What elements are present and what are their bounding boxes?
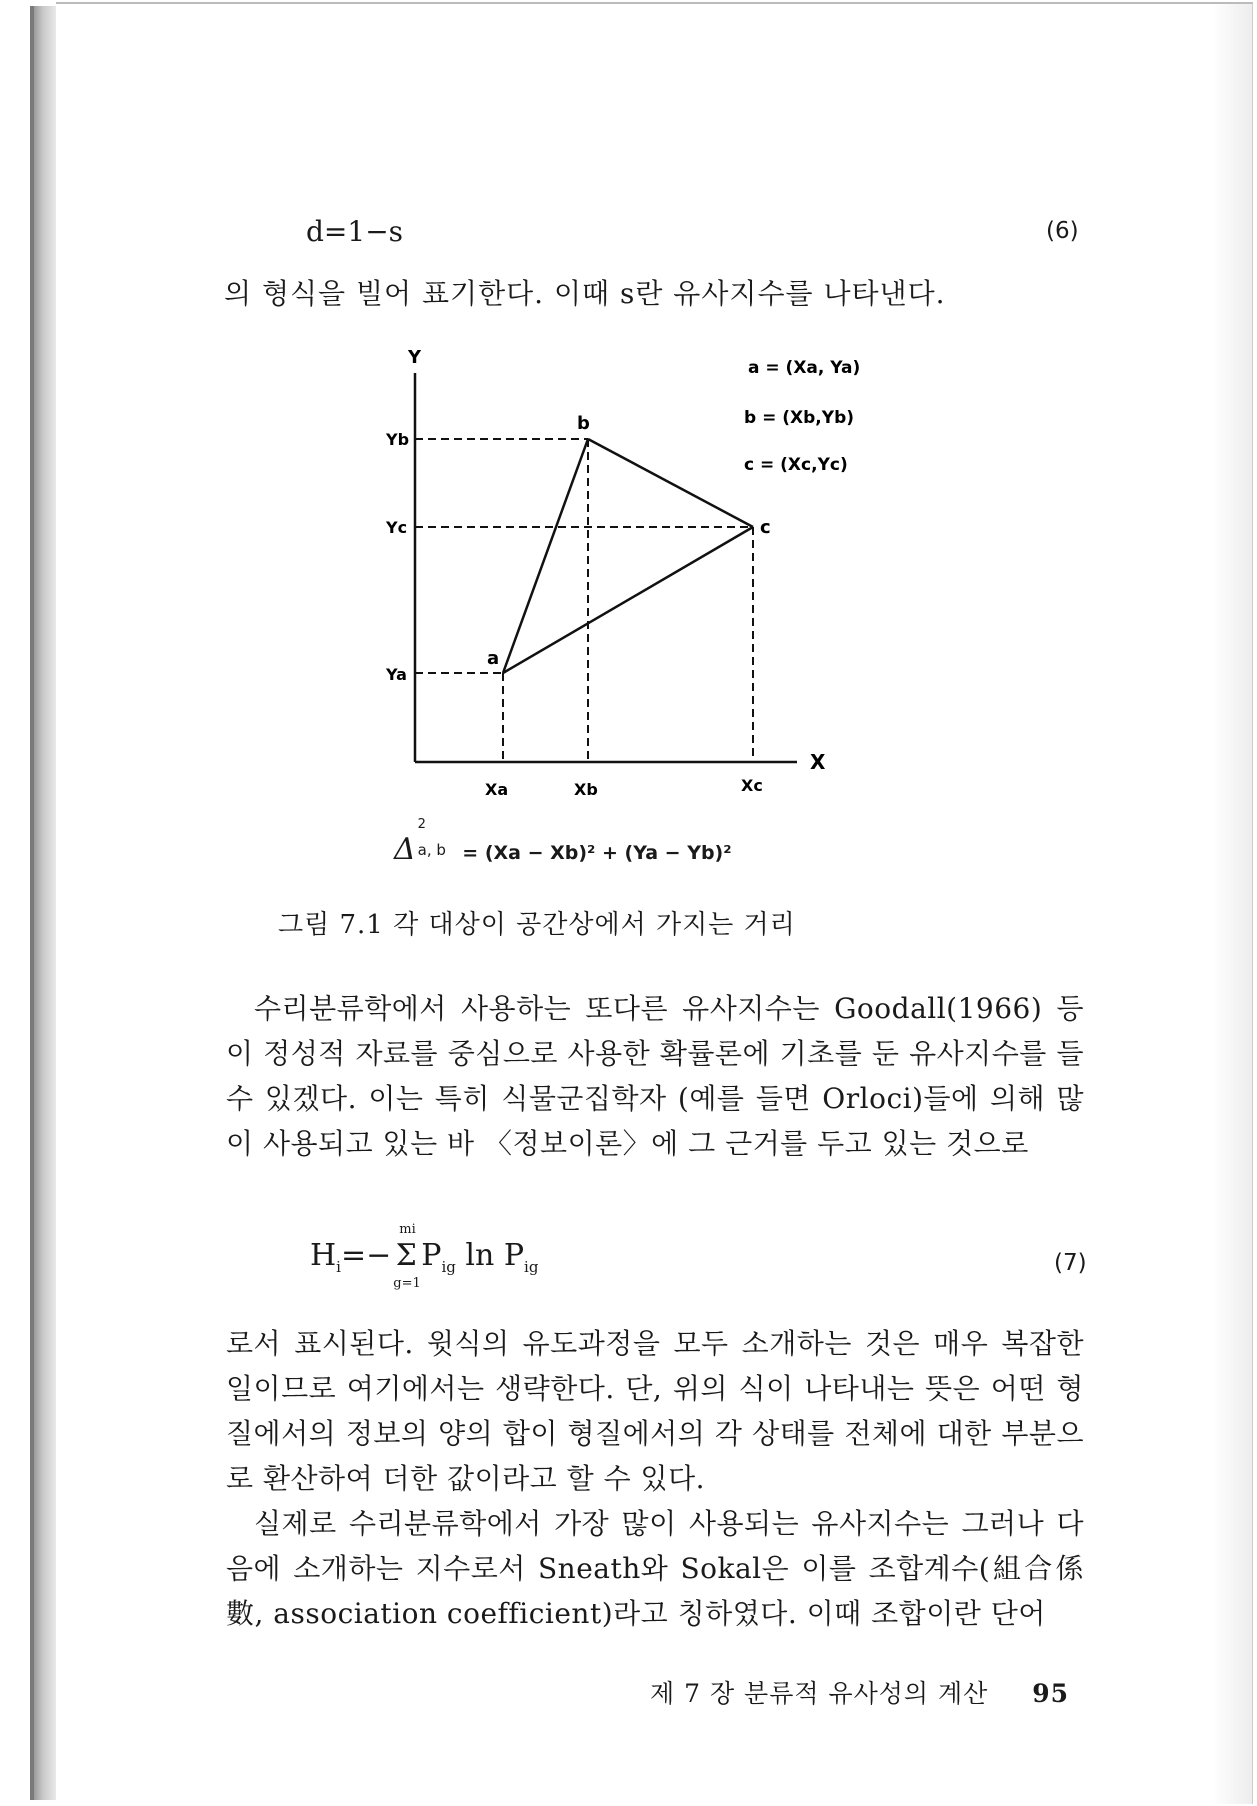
triangle-abc [503,439,753,673]
paragraph-2: 로서 표시된다. 윗식의 유도과정을 모두 소개하는 것은 매우 복잡한 일이므로 여기에서는 생략한다. 단, 위의 식이 나타내는 뜻은 어떤 형질에서의 정보의 양의 합이 형질에서의 각 상태를 전체에 대한 부분으로 환산하여 더한 값이라고 할 수 있다. [226,1327,1084,1495]
footer-chapter: 제 7 장 분류적 유사성의 계산 [650,1679,989,1708]
distance-formula [394,817,732,867]
paragraph-1: 수리분류학에서 사용하는 또다른 유사지수는 Goodall(1966) 등이 정성적 자료를 중심으로 사용한 확률론에 기초를 둔 유사지수를 들 수 있겠다. 이는 특히 식물군집학자 (예를 들면 Orloci)들에 의해 많이 사용되고 있는 바 〈정보이론〉에 그 근거를 두고 있는 것으로 [226,992,1084,1160]
equation-7-number: (7) [1054,1250,1087,1276]
dashed-guides [415,439,753,762]
legend-a: a = (Xa, Ya) [748,358,861,378]
equation-6-number: (6) [1046,218,1079,244]
point-a-label: a [487,648,500,669]
point-c-label: c [760,517,771,538]
distance-formula-rhs: = (Xa − Xb)² + (Ya − Yb)² [455,842,732,864]
eq7-lhs-sub: i [336,1258,341,1276]
eq7-equals-minus: =− [340,1238,392,1273]
eq7-lhs: H [310,1238,337,1273]
eq7-sigma: Σ [395,1238,417,1273]
book-spine [34,6,56,1800]
x-tick-xa: Xa [485,780,509,799]
eq7-term2-sub: ig [524,1258,539,1276]
delta-sub: a, b [417,841,446,859]
eq7-ln: ln [455,1238,504,1273]
equation-6: d=1−s [306,215,404,248]
delta-symbol: Δ [394,832,416,867]
eq7-term1: P [421,1238,442,1273]
eq7-term1-sub: ig [441,1258,456,1276]
eq7-sigma-bottom: g=1 [393,1276,421,1291]
distance-figure [370,335,861,805]
text-line-after-equation-6: 의 형식을 빌어 표기한다. 이때 s란 유사지수를 나타낸다. [224,277,946,310]
figure-caption: 그림 7.1 각 대상이 공간상에서 가지는 거리 [278,910,796,940]
y-axis-label: Y [408,347,422,368]
eq7-sigma-top: mi [399,1222,416,1237]
legend-c: c = (Xc,Yc) [744,455,848,475]
paragraph-2-3-block [226,1321,1084,1636]
x-axis-label: X [810,750,826,774]
paragraph-3: 실제로 수리분류학에서 가장 많이 사용되는 유사지수는 그러나 다음에 소개하는 지수로서 Sneath와 Sokal은 이를 조합계수(組合係數, association coefficient)라고 칭하였다. 이때 조합이란 단어 [226,1507,1084,1630]
delta-sup: 2 [417,817,426,832]
x-tick-xb: Xb [574,780,598,799]
point-b-label: b [577,413,590,434]
legend-b: b = (Xb,Yb) [744,408,855,428]
y-tick-ya: Ya [386,665,407,684]
equation-7 [310,1222,539,1291]
y-tick-yb: Yb [386,430,410,449]
y-tick-yc: Yc [386,518,408,537]
footer-page-number: 95 [1032,1679,1069,1708]
page-footer [650,1674,1069,1710]
x-tick-xc: Xc [741,776,763,795]
paragraph-1-block [226,986,1084,1166]
eq7-term2: P [503,1238,525,1273]
